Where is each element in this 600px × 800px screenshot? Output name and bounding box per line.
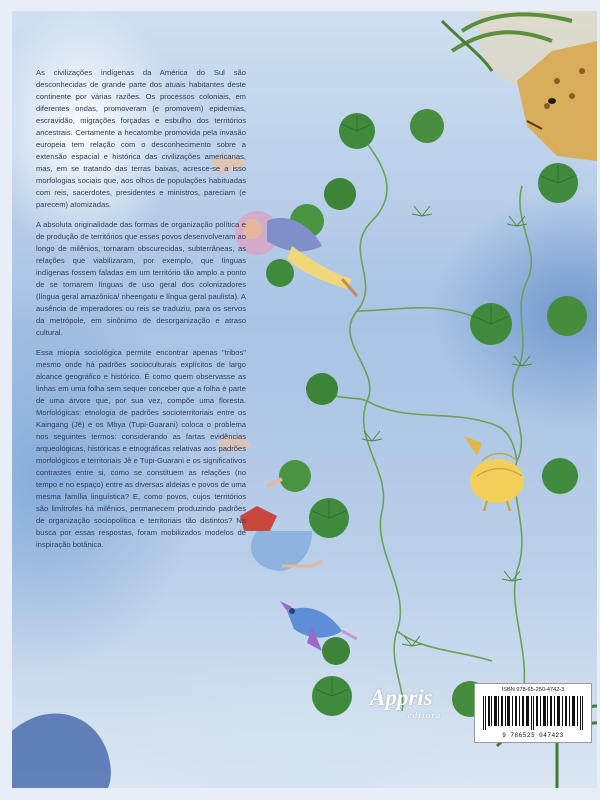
barcode-bars [483,696,583,730]
isbn-barcode [474,683,592,743]
moon-shape [12,714,111,788]
woman-figure-illustration [235,211,357,296]
isbn-label: ISBN 978-65-250-4742-3 [501,687,565,693]
root-tufts [362,206,532,646]
vine-network [322,131,531,711]
publisher-logo [370,685,442,720]
isbn-digits: 9 786525 047423 [502,732,564,739]
back-cover-text [36,67,246,559]
book-back-cover [12,11,597,788]
armadillo-illustration [464,436,524,511]
paragraph-1: As civilizações indígenas da América do Sul são desconhecidas de grande parte dos atuais habitantes deste continente por várias razões. Os processos coloniais, em diferentes ondas, promoveram (e promovem) epidemias, escravidão, migrações forçadas e esbulho dos territórios ancestrais. Certamente a hecatombe promovida pela invasão europeia tem relação com o desconhecimento sobre a extensão espacial e histórica das civilizações americanas, mas, em se tratando das terras baixas, acresce-se a isso morfologias sociais que, aos olhos de populações habituadas com reis, sacerdotes, presidentes e ministros, pareciam (e parecem) atomizadas. [36,68,246,209]
paragraph-2: A absoluta originalidade das formas de organização política e de produção de territórios que esses povos desenvolveram ao longo de milênios, tornaram obscurecidas, subterrâneas, as relações que viabilizaram, por exemplo, que línguas indígenas fossem faladas em um território tão amplo a ponto de se tornarem línguas de uso geral dos colonizadores (língua geral amazônica/ nheengatu e língua geral paulista). A ausência de imperadores ou reis se traduziu, para os servos da metrópole, em sinônimo de desorganização e atraso cultural. [36,220,246,337]
paragraph-3: Essa miopia sociológica permite encontrar apenas "tribos" mesmo onde há padrões socioculturais explícitos de largo alcance geográfico e histórico. É como quem observasse as linhas em uma folha sem sequer conceber que a folha é parte de uma árvore que, por sua vez, compõe uma floresta. Morfológicas: etnologia de padrões socioterritoriais entre os Kaingang (Jê) e os Mbya (Tupi-Guarani) coloca o problema nos seguintes termos: considerando as fartas evidências arqueológicas, históricas e etnográficas relativas aos padrões morfológicos e territoriais Jê e Tupi-Guarani e os significativos contrastes entre si, como se constituem as relações (no tempo e no espaço) entre as diversas aldeias e povos de uma mesma família linguística? E, como povos, cujos territórios são limítrofes há milênios, permanecem produzindo padrões de organização sociopolítica e territoriais tão distintos? Na busca por essas respostas, foram mobilizados modelos de inspiração botânica. [36,348,246,549]
child-figure-illustration [240,479,322,571]
publisher-name: Appris [370,685,433,710]
publisher-subtitle: editora [408,711,442,720]
